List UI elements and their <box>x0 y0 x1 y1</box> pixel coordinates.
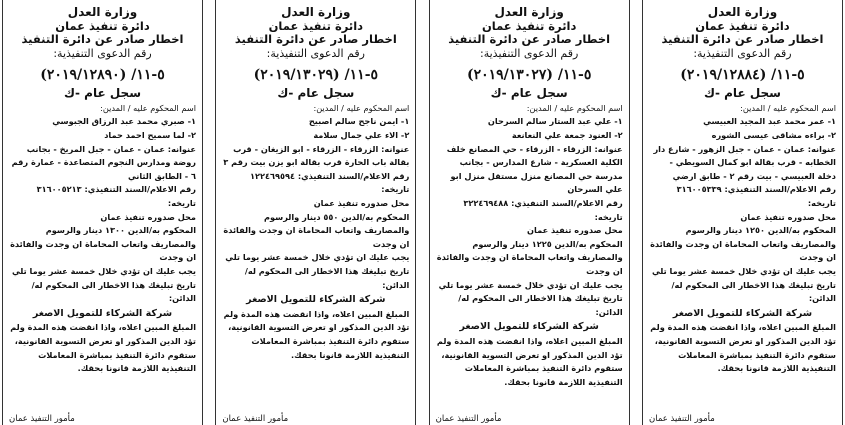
signature: مأمور التنفيذ عمان <box>648 414 715 424</box>
debtors-label: اسم المحكوم عليه / المدين: <box>740 102 836 113</box>
department-title: دائرة تنفيذ عمان <box>55 18 150 33</box>
ministry-title: وزارة العدل <box>494 5 564 19</box>
case-label: رقم الدعوى التنفيذية: <box>693 47 792 61</box>
debtors-label: اسم المحكوم عليه / المدين: <box>313 102 410 113</box>
department-title: دائرة تنفيذ عمان <box>481 18 577 33</box>
deadline-text: يجب عليك ان تؤدي خلال خمسة عشر يوما تلي تاريخ تبليغك هذا الاخطار الى المحكوم له/الدائن: <box>225 252 410 290</box>
department-title: دائرة تنفيذ عمان <box>268 18 364 33</box>
debtor-address: عنوانه: الزرقاء - الزرقاء - حي المصانع خلف الكلية العسكرية - شارع المدارس - بجانب مدرسة حي المصانع منزل مستقل منزل ابو علي السرحان <box>446 143 623 195</box>
lender-name: شركة الشركاء للتمويل الاصغر <box>246 294 386 306</box>
department-title: دائرة تنفيذ عمان <box>695 18 790 33</box>
warning-text: المبلغ المبين اعلاه، واذا انقضت هذه المدة ولم تؤد الدين المذكور او تعرض التسوية القانونية، ستقوم دائرة التنفيذ بمباشرة المعاملات التنفيذية اللازمة قانونا بحقك. <box>650 322 836 374</box>
case-label: رقم الدعوى التنفيذية: <box>266 47 365 61</box>
notice-column <box>642 0 843 425</box>
case-label: رقم الدعوى التنفيذية: <box>53 47 152 61</box>
lender-name: شركة الشركاء للتمويل الاصغر <box>459 321 599 333</box>
registry-label: سجل عام -ك <box>277 85 355 100</box>
case-number: ٥-١١/ (٢٠١٩/١٣٠٢٩) <box>253 66 379 83</box>
lender-name: شركة الشركاء للتمويل الاصغر <box>32 307 173 319</box>
debtor-address: عنوانه: عمان - عمان - جبل المريخ - بجانب روضة ومدارس النجوم المتصاعدة - عمارة رقم ٦ - الطابق الثاني <box>11 143 196 181</box>
issue-place: محل صدوره تنفيذ عمان <box>740 211 836 222</box>
notice-column <box>2 0 203 425</box>
notice-body <box>9 102 196 376</box>
amount-text: المحكوم به/الدين ٥٥٠ دينار والرسوم والمصاريف واتعاب المحاماة ان وجدت والفائدة ان وجدت <box>223 211 410 249</box>
notice-title: اخطار صادر عن دائرة التنفيذ <box>21 32 184 47</box>
amount-text: المحكوم به/الدين ١٢٥٠ دينار والرسوم والمصاريف واتعاب المحاماة ان وجدت والفائدة ان وجدت <box>650 225 836 263</box>
case-number: ٥-١١/ (٢٠١٩/١٢٨٨٤) <box>680 66 805 83</box>
notice-title: اخطار صادر عن دائرة التنفيذ <box>661 32 824 47</box>
notice-body <box>436 102 623 389</box>
signature: مأمور التنفيذ عمان <box>435 414 502 424</box>
debtors-label: اسم المحكوم عليه / المدين: <box>100 102 196 113</box>
debtor-2: ٢- لما سميح احمد حماد <box>104 130 196 141</box>
registry-label: سجل عام -ك <box>64 85 141 100</box>
debtor-2: ٢- العنود جمعة علي النعانعة <box>511 130 623 141</box>
notice-title: اخطار صادر عن دائرة التنفيذ <box>448 32 611 47</box>
notice-reference: رقم الاعلام/السند التنفيذي: ٣٢٢٤٦٩٤٨٨ تاريخه: <box>463 198 623 222</box>
case-number: ٥-١١/ (٢٠١٩/١٣٠٢٧) <box>466 66 592 83</box>
debtor-1: ١- صبري محمد عبد الرزاق الجبوسي <box>52 116 196 127</box>
signature: مأمور التنفيذ عمان <box>222 414 289 424</box>
case-label: رقم الدعوى التنفيذية: <box>480 47 579 61</box>
deadline-text: يجب عليك ان تؤدي خلال خمسة عشر يوما تلي تاريخ تبليغك هذا الاخطار الى المحكوم له/الدائن: <box>438 279 623 317</box>
deadline-text: يجب عليك ان تؤدي خلال خمسة عشر يوما تلي تاريخ تبليغك هذا الاخطار الى المحكوم له/الدائن: <box>651 266 836 304</box>
warning-text: المبلغ المبين اعلاه، واذا انقضت هذه المدة ولم تؤد الدين المذكور او تعرض التسوية القانونية، ستقوم دائرة التنفيذ بمباشرة المعاملات التنفيذية اللازمة قانونا بحقك. <box>436 335 623 387</box>
debtor-1: ١- ايمن ناجح سالم اصبيح <box>308 116 410 127</box>
notice-body <box>222 102 409 362</box>
issue-place: محل صدوره تنفيذ عمان <box>100 211 196 222</box>
amount-text: المحكوم به/الدين ١٢٢٥ دينار والرسوم والمصاريف واتعاب المحاماة ان وجدت والفائدة ان وجدت <box>436 238 623 276</box>
issue-place: محل صدوره تنفيذ عمان <box>527 225 623 236</box>
debtor-1: ١- عمر محمد عبد المجيد العبيسي <box>703 116 836 127</box>
deadline-text: يجب عليك ان تؤدي خلال خمسة عشر يوما تلي تاريخ تبليغك هذا الاخطار الى المحكوم له/الدائن: <box>11 266 196 304</box>
notice-title: اخطار صادر عن دائرة التنفيذ <box>234 32 397 47</box>
case-number: ٥-١١/ (٢٠١٩/١٢٨٩٠) <box>40 66 165 83</box>
notice-column <box>429 0 630 425</box>
registry-label: سجل عام -ك <box>703 85 781 100</box>
debtor-1: ١- علي عبد الستار سالم السرحان <box>487 116 623 127</box>
warning-text: المبلغ المبين اعلاه، واذا انقضت هذه المدة ولم تؤد الدين المذكور او تعرض التسوية القانونية، ستقوم دائرة التنفيذ بمباشرة المعاملات التنفيذية اللازمة قانونا بحقك. <box>223 308 410 360</box>
notice-reference: رقم الاعلام/السند التنفيذي: ١٢٢٤٦٩٥٩٤ تاريخه: <box>250 170 410 195</box>
amount-text: المحكوم به/الدين ١٣٠٠ دينار والرسوم والمصاريف واتعاب المحاماة ان وجدت والفائدة ان وجدت <box>10 225 196 263</box>
lender-name: شركة الشركاء للتمويل الاصغر <box>672 307 813 319</box>
debtor-2: ٢- الاء علي جمال سلامة <box>313 130 410 141</box>
debtor-address: عنوانه: عمان - عمان - جبل الزهور - شارع دار الخطابه - قرب بقالة ابو كمال السويطي - دخلة العبيسي - بيت رقم ٢ - طابق ارضي <box>653 143 836 181</box>
registry-label: سجل عام -ك <box>490 85 568 100</box>
warning-text: المبلغ المبين اعلاه، واذا انقضت هذه المدة ولم تؤد الدين المذكور او تعرض التسوية القانونية، ستقوم دائرة التنفيذ بمباشرة المعاملات التنفيذية اللازمة قانونا بحقك. <box>10 322 196 374</box>
debtor-2: ٢- براءه مشاقى عيسى الشوره <box>711 130 836 141</box>
notice-reference: رقم الاعلام/السند التنفيذي: ٣١٦٠٠٥٢١٣ تاريخه: <box>36 184 196 209</box>
issue-place: محل صدوره تنفيذ عمان <box>313 198 410 209</box>
debtors-label: اسم المحكوم عليه / المدين: <box>526 102 623 113</box>
ministry-title: وزارة العدل <box>67 5 138 19</box>
notice-reference: رقم الاعلام/السند التنفيذي: ٣١٦٠٠٥٣٣٩ تاريخه: <box>676 184 836 209</box>
notice-column <box>215 0 416 425</box>
signature: مأمور التنفيذ عمان <box>9 414 75 424</box>
ministry-title: وزارة العدل <box>281 5 351 19</box>
ministry-title: وزارة العدل <box>707 5 778 19</box>
debtor-address: عنوانه: الزرقاء - الزرقاء - ابو الزيغان - قرب بقالة باب الحارة قرب بقالة ابو يزن بيت رقم ٣ <box>223 143 410 168</box>
notice-body <box>649 102 836 376</box>
